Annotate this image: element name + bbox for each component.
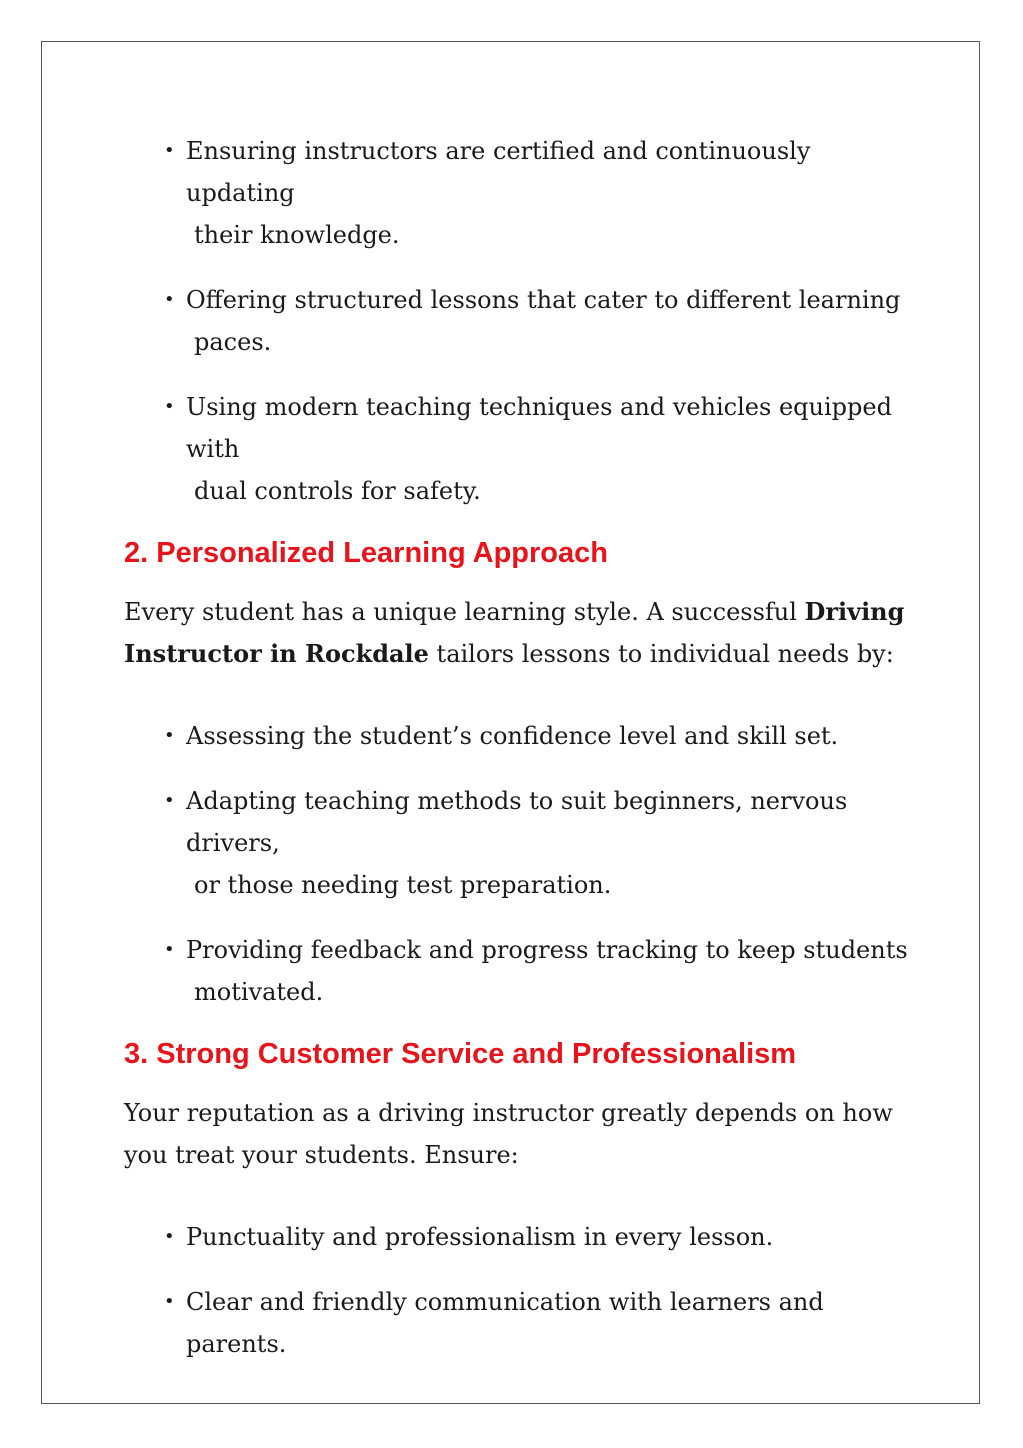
list-item-text: Ensuring instructors are certified and continuously updating	[186, 137, 811, 207]
bullet-icon: •	[164, 725, 175, 746]
section-heading-personalized-learning: 2. Personalized Learning Approach	[124, 537, 608, 569]
list-item-text-continued: or those needing test preparation.	[194, 871, 612, 899]
list-item	[124, 715, 914, 757]
section-paragraph: Your reputation as a driving instructor greatly depends on how you treat your students. Ensure:	[124, 1099, 893, 1169]
list-item-text: Adapting teaching methods to suit beginners, nervous drivers,	[186, 787, 848, 857]
list-item-text: Offering structured lessons that cater to different learning	[186, 286, 901, 314]
document-body	[124, 130, 914, 1388]
bullet-icon: •	[164, 790, 175, 811]
list-item-text-continued: paces.	[194, 328, 272, 356]
bullet-icon: •	[164, 1226, 175, 1247]
list-item-text-continued: motivated.	[194, 978, 324, 1006]
list-item-text-continued: their knowledge.	[194, 221, 400, 249]
list-item	[124, 279, 914, 363]
list-item-text: Assessing the student’s confidence level and skill set.	[186, 722, 839, 750]
list-item	[124, 1281, 914, 1365]
list-item	[124, 386, 914, 512]
paragraph-bold-text: Driving Instructor in Rockdale	[124, 597, 905, 668]
list-item	[124, 1216, 914, 1258]
bullet-icon: •	[164, 289, 175, 310]
list-item	[124, 780, 914, 906]
list-item-text: Punctuality and professionalism in every lesson.	[186, 1223, 774, 1251]
bullet-list-3	[124, 1216, 914, 1365]
bullet-list-2	[124, 715, 914, 1013]
bullet-icon: •	[164, 1291, 175, 1312]
bullet-icon: •	[164, 396, 175, 417]
paragraph-text: tailors lessons to individual needs by:	[428, 640, 894, 668]
bullet-icon: •	[164, 140, 175, 161]
section-heading-customer-service: 3. Strong Customer Service and Professionalism	[124, 1038, 797, 1070]
section-paragraph	[124, 591, 914, 675]
list-item	[124, 130, 914, 256]
list-item-text: Using modern teaching techniques and vehicles equipped with	[186, 393, 892, 463]
paragraph-text: Every student has a unique learning style. A successful	[124, 598, 805, 626]
list-item	[124, 929, 914, 1013]
list-item-text: Providing feedback and progress tracking to keep students	[186, 936, 908, 964]
list-item-text-continued: dual controls for safety.	[194, 477, 481, 505]
list-item-text: Clear and friendly communication with learners and parents.	[186, 1288, 824, 1358]
bullet-list-1	[124, 130, 914, 512]
bullet-icon: •	[164, 939, 175, 960]
